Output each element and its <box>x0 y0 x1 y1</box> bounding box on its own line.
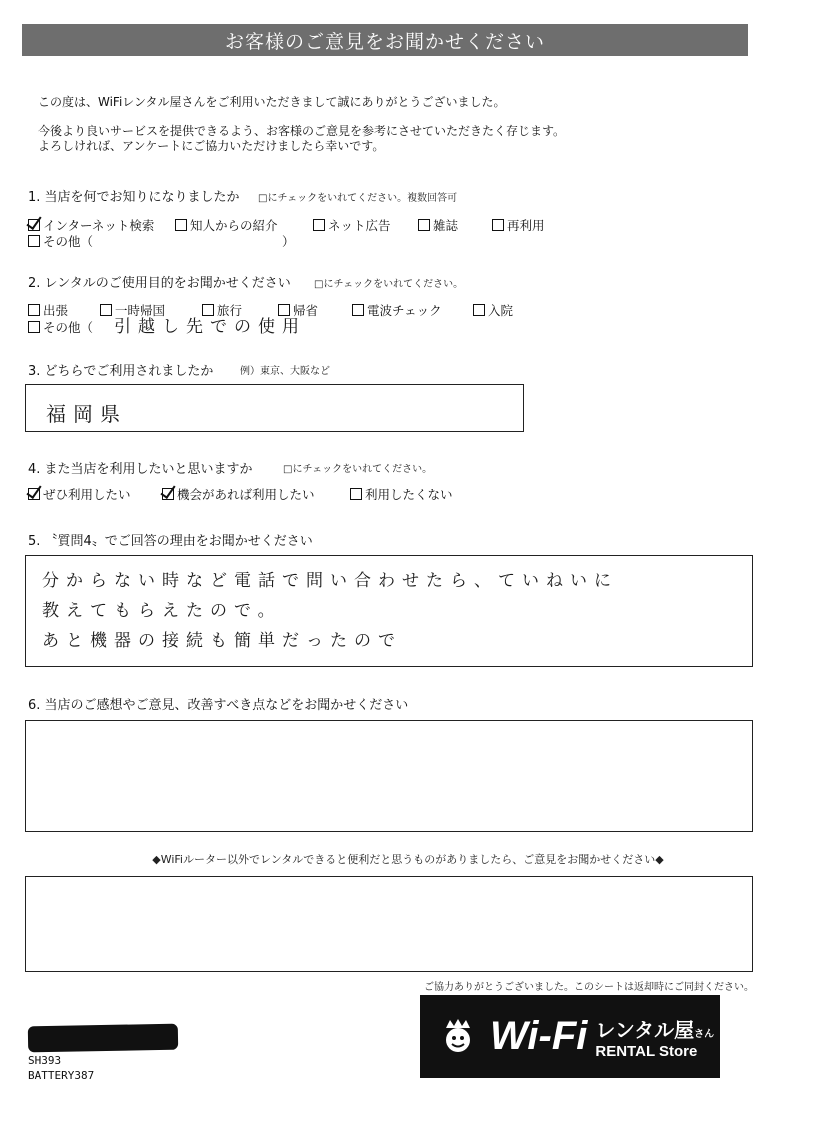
checkbox[interactable] <box>175 219 187 231</box>
q1-option-internet[interactable]: インターネット検索 <box>28 216 154 234</box>
checkbox[interactable] <box>28 321 40 333</box>
logo-jp-small: さん <box>694 1028 715 1040</box>
checkbox[interactable] <box>28 235 40 247</box>
q6-answer-box[interactable] <box>25 720 753 832</box>
q4-option-no[interactable]: 利用したくない <box>350 485 453 503</box>
checkbox[interactable] <box>28 304 40 316</box>
q1-option-reuse[interactable]: 再利用 <box>492 216 545 234</box>
code-sh: SH393 <box>28 1054 62 1067</box>
checkbox[interactable] <box>313 219 325 231</box>
q3-note: 例）東京、大阪など <box>240 366 330 377</box>
q6-label: 6. 当店のご感想やご意見、改善すべき点などをお聞かせください <box>28 698 409 713</box>
q1-option-referral[interactable]: 知人からの紹介 <box>175 216 278 234</box>
code-battery: BATTERY387 <box>28 1069 95 1082</box>
q2-option-hospital[interactable]: 入院 <box>473 301 513 319</box>
checkbox-checked[interactable] <box>28 488 40 500</box>
checkbox[interactable] <box>352 304 364 316</box>
q5-answer-line-2: 教えてもらえたので。 <box>42 601 282 621</box>
q4-option-definitely[interactable]: ぜひ利用したい <box>28 485 131 503</box>
q1-option-ad[interactable]: ネット広告 <box>313 216 391 234</box>
q1-label: 1. 当店を何でお知りになりましたか <box>28 190 240 205</box>
q5-answer-line-1: 分からない時など電話で問い合わせたら、ていねいに <box>42 571 618 591</box>
q1-option-other[interactable]: その他（ <box>28 232 93 250</box>
q2-option-home-visit[interactable]: 一時帰国 <box>100 301 165 319</box>
checkbox[interactable] <box>492 219 504 231</box>
q2-other-answer: 引越し先での使用 <box>114 317 306 337</box>
logo-wifi-text: Wi-Fi <box>490 1014 588 1058</box>
logo-en-text: RENTAL Store <box>595 1042 698 1060</box>
q2-option-other[interactable]: その他（ <box>28 318 93 336</box>
checkbox-checked[interactable] <box>162 488 174 500</box>
checkbox[interactable] <box>418 219 430 231</box>
mascot-icon <box>440 1018 476 1054</box>
logo-jp-text: レンタル屋 <box>595 1017 695 1042</box>
q4-label: 4. また当店を利用したいと思いますか <box>28 462 253 477</box>
checkbox-checked[interactable] <box>28 219 40 231</box>
q7-label: ◆WiFiルーター以外でレンタルできると便利だと思うものがありましたら、ご意見をお聞かせください◆ <box>152 853 664 866</box>
q2-note: □にチェックをいれてください。 <box>314 279 464 290</box>
q3-label: 3. どちらでご利用されましたか <box>28 364 214 379</box>
q4-note: □にチェックをいれてください。 <box>283 464 433 475</box>
q4-option-if-chance[interactable]: 機会があれば利用したい <box>162 485 315 503</box>
q7-answer-box[interactable] <box>25 876 753 972</box>
intro-line-3: よろしければ、アンケートにご協力いただけましたら幸いです。 <box>38 139 385 153</box>
redaction-bar <box>28 1024 178 1053</box>
intro-line-2: 今後より良いサービスを提供できるよう、お客様のご意見を参考にさせていただきたく存じます。 <box>38 124 566 138</box>
q2-label: 2. レンタルのご使用目的をお聞かせください <box>28 276 291 291</box>
q2-option-homecoming[interactable]: 帰省 <box>278 301 318 319</box>
q1-other-close: ） <box>282 234 295 249</box>
intro-line-1: この度は、WiFiレンタル屋さんをご利用いただきまして誠にありがとうございました。 <box>38 95 506 109</box>
checkbox[interactable] <box>473 304 485 316</box>
q2-option-business[interactable]: 出張 <box>28 301 68 319</box>
q1-note: □にチェックをいれてください。複数回答可 <box>258 193 458 204</box>
page-title: お客様のご意見をお聞かせください <box>22 24 748 56</box>
q1-option-magazine[interactable]: 雑誌 <box>418 216 458 234</box>
checkbox[interactable] <box>100 304 112 316</box>
q5-answer-line-3: あと機器の接続も簡単だったので <box>42 631 402 651</box>
q5-label: 5. 〝質問4〟でご回答の理由をお聞かせください <box>28 534 313 549</box>
checkbox[interactable] <box>350 488 362 500</box>
thanks-note: ご協力ありがとうございました。このシートは返却時にご同封ください。 <box>424 982 754 993</box>
q2-option-signal-check[interactable]: 電波チェック <box>352 301 442 319</box>
q3-answer: 福岡県 <box>46 402 127 426</box>
q2-option-travel[interactable]: 旅行 <box>202 301 242 319</box>
